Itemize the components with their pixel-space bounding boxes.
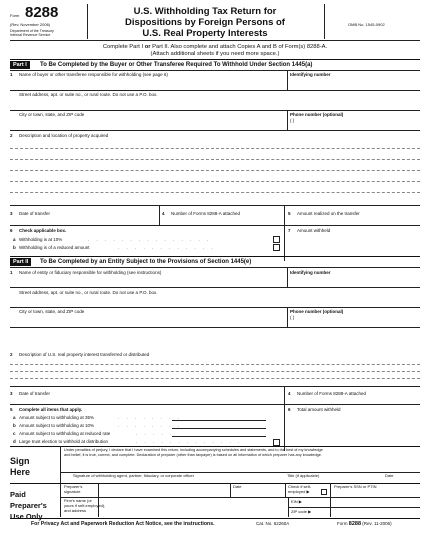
date-caption: Date: [385, 473, 394, 478]
arrow-right-icon: ▶: [308, 509, 312, 514]
p2-amount-35-label: Amount subject to withholding at 35%: [19, 415, 95, 420]
p1-withholding-reduced-checkbox[interactable]: [273, 244, 280, 251]
perjury-statement: Under penalties of perjury, I declare that I have examined this return, including accompanying schedules and statements, and to the best of my knowledge and belief, it is true, correct, and complete. Declaration of preparer (other than taxpayer) is based on all information of which preparer has any knowledge.: [64, 448, 323, 457]
arrow-right-icon: ▶: [306, 489, 310, 494]
p2-amount-10-field[interactable]: [172, 422, 266, 428]
p1-forms-attached-field[interactable]: [171, 217, 283, 225]
p2-large-trust-label: Large trust election to withhold at distribution: [19, 439, 109, 444]
leader-dots: . . . . . . . . . . . . .: [136, 439, 243, 444]
p1-street-field[interactable]: [19, 98, 419, 110]
arrow-right-icon: ▶: [298, 499, 302, 504]
leader-dots: . . . . . . . . . . . . . . .: [88, 237, 212, 242]
zip-code-label: ZIP code ▶: [291, 509, 312, 514]
p1-line-2-num: 2: [10, 133, 13, 138]
p2-amount-reduced-label: Amount subject to withholding at reduced rate: [19, 431, 111, 436]
p1-amount-realized-field[interactable]: [297, 217, 418, 225]
p2-phone-label: Phone number (optional): [290, 309, 344, 314]
ein-field[interactable]: [305, 498, 418, 506]
p2-forms-attached-label: Number of Forms 8288-A attached: [297, 391, 367, 396]
p1-check-box-label: Check applicable box.: [19, 228, 67, 233]
p1-line-3-num: 3: [10, 211, 13, 216]
p2-identifying-number-label: Identifying number: [290, 270, 331, 275]
p1-amount-withheld-label: Amount withheld: [297, 228, 331, 233]
preparer-date-label: Date: [233, 484, 242, 489]
form-instructions-line-2: (Attach additional sheets if you need more space.): [150, 51, 280, 57]
p1-amount-realized-label: Amount realized on the transfer: [297, 211, 360, 216]
p2-forms-attached-field[interactable]: [297, 397, 418, 403]
p1-buyer-name-label: Name of buyer or other transferee responsible for withholding (see page 6): [19, 72, 168, 77]
p1-forms-attached-label: Number of Forms 8288-A attached: [171, 211, 241, 216]
p1-phone-field[interactable]: ( ): [290, 118, 295, 123]
ein-label: EIN ▶: [291, 499, 302, 504]
p2-phone-field[interactable]: ( ): [290, 315, 295, 320]
p1-withholding-10-label: Withholding is at 10%: [19, 237, 63, 242]
p2-line-6-num: 6: [288, 407, 291, 412]
p1-identifying-number-label: Identifying number: [290, 72, 331, 77]
sign-here-label: Sign Here: [10, 456, 31, 477]
p1-line-1-num: 1: [10, 72, 13, 77]
p1-line-4-num: 4: [162, 211, 165, 216]
p2-line-5b-letter: b: [13, 423, 16, 428]
leader-dots: . . . . . . . .: [118, 423, 182, 428]
firm-name-label: Firm's name (or yours if self-employed), and address: [64, 498, 106, 513]
p2-line-5a-letter: a: [13, 415, 16, 420]
title-line-1: U.S. Withholding Tax Return for: [133, 6, 277, 17]
form-prefix: Form: [10, 13, 20, 18]
part-2-tag: Part II: [10, 258, 31, 266]
revision-date: (Rev. November 2006): [10, 22, 51, 27]
signature-caption: Signature of withholding agent, partner, fiduciary, or corporate officer: [73, 473, 195, 478]
p2-large-trust-checkbox[interactable]: [273, 439, 280, 446]
preparer-signature-label: Preparer's signature: [64, 484, 83, 494]
part-1-tag: Part I: [10, 61, 30, 69]
p2-city-label: City or town, state, and ZIP code: [19, 309, 85, 314]
p2-amount-reduced-field[interactable]: [172, 430, 266, 436]
p2-total-withheld-label: Total amount withheld: [297, 407, 341, 412]
p1-line-7-num: 7: [288, 228, 291, 233]
form-number: 8288: [25, 4, 59, 21]
p1-identifying-number-field[interactable]: [290, 78, 418, 90]
p2-street-field[interactable]: [19, 296, 419, 306]
privacy-notice: For Privacy Act and Paperwork Reduction Act Notice, see the instructions.: [31, 521, 215, 527]
part-1-title: To Be Completed by the Buyer or Other Transferee Required To Withhold Under Section 1445(a): [40, 62, 313, 68]
p2-line-1-num: 1: [10, 270, 13, 275]
p1-withholding-10-checkbox[interactable]: [273, 236, 280, 243]
p1-property-description-label: Description and location of property acquired: [19, 133, 109, 138]
p1-city-label: City or town, state, and ZIP code: [19, 112, 85, 117]
leader-dots: . . . . . . . . . . . .: [118, 245, 216, 250]
part-2-title: To Be Completed by an Entity Subject to the Provisions of Section 1445(e): [40, 259, 252, 265]
p2-line-3-num: 3: [10, 391, 13, 396]
catalog-number: Cat. No. 62260A: [256, 521, 290, 526]
form-title: [88, 6, 322, 39]
title-caption: Title (if applicable): [287, 473, 320, 478]
p1-city-field[interactable]: [19, 118, 283, 130]
title-line-3: U.S. Real Property Interests: [142, 28, 268, 39]
omb-number: OMB No. 1545-0902: [348, 22, 385, 27]
preparer-ssn-label: Preparer's SSN or PTIN: [334, 484, 377, 489]
p1-line-5-num: 5: [288, 211, 291, 216]
p2-property-description-field[interactable]: [10, 358, 420, 386]
p2-date-of-transfer-label: Date of transfer: [19, 391, 51, 396]
self-employed-checkbox[interactable]: [321, 489, 327, 495]
p1-line-6-num: 6: [10, 228, 13, 233]
leader-dots: . . . . . . . .: [118, 415, 182, 420]
p2-total-withheld-field[interactable]: [297, 414, 418, 444]
p1-withholding-reduced-label: Withholding is of a reduced amount: [19, 245, 90, 250]
p2-entity-name-label: Name of entity or fiduciary responsible for withholding (see instructions): [19, 270, 162, 275]
p2-line-5-num: 5: [10, 407, 13, 412]
title-field[interactable]: [280, 460, 355, 472]
p2-line-5c-letter: c: [13, 431, 16, 436]
firm-name-field[interactable]: [100, 498, 286, 516]
sign-date-field[interactable]: [360, 460, 418, 472]
p1-property-description-field[interactable]: [10, 140, 420, 205]
p1-amount-withheld-field[interactable]: [297, 236, 418, 256]
p1-date-of-transfer-field[interactable]: [19, 217, 157, 225]
p2-street-label: Street address, apt. or suite no., or rural route. Do not use a P.O. box.: [19, 290, 158, 295]
p1-phone-label: Phone number (optional): [290, 112, 344, 117]
p2-identifying-number-field[interactable]: [290, 276, 418, 286]
p1-buyer-name-field[interactable]: [19, 78, 283, 90]
preparer-ssn-field[interactable]: [334, 489, 418, 497]
p2-property-description-label: Description of U.S. real property interest transferred or distributed: [19, 352, 150, 357]
paid-preparer-label: Paid Preparer's Use Only: [10, 490, 47, 521]
p2-complete-items-label: Complete all items that apply.: [19, 407, 83, 412]
p1-line-6b-letter: b: [13, 245, 16, 250]
p2-line-4-num: 4: [288, 391, 291, 396]
zip-code-field[interactable]: [310, 508, 418, 516]
self-employed-label: Check if self- employed ▶: [288, 484, 312, 494]
department-label: Department of the Treasury: [10, 29, 54, 33]
p2-entity-name-field[interactable]: [19, 276, 283, 286]
p1-street-label: Street address, apt. or suite no., or rural route. Do not use a P.O. box.: [19, 92, 158, 97]
p2-amount-10-label: Amount subject to withholding at 10%: [19, 423, 95, 428]
form-instructions-line-1: Complete Part I or Part II. Also complete and attach Copies A and B of Form(s) 8288-A.: [102, 44, 328, 50]
agent-signature-field[interactable]: [64, 460, 274, 472]
footer-form-id: Form 8288 (Rev. 11-2006): [337, 521, 392, 527]
p2-amount-35-field[interactable]: [172, 414, 266, 420]
preparer-signature-field[interactable]: [100, 484, 228, 497]
p1-line-6a-letter: a: [13, 237, 16, 242]
title-line-2: Dispositions by Foreign Persons of: [125, 17, 285, 28]
p2-line-5d-letter: d: [13, 439, 16, 444]
leader-dots: . . . . .: [136, 431, 175, 436]
p2-date-of-transfer-field[interactable]: [19, 397, 283, 403]
irs-label: Internal Revenue Service: [10, 33, 51, 37]
p1-date-of-transfer-label: Date of transfer: [19, 211, 51, 216]
p2-city-field[interactable]: [19, 315, 283, 325]
p2-line-2-num: 2: [10, 352, 13, 357]
